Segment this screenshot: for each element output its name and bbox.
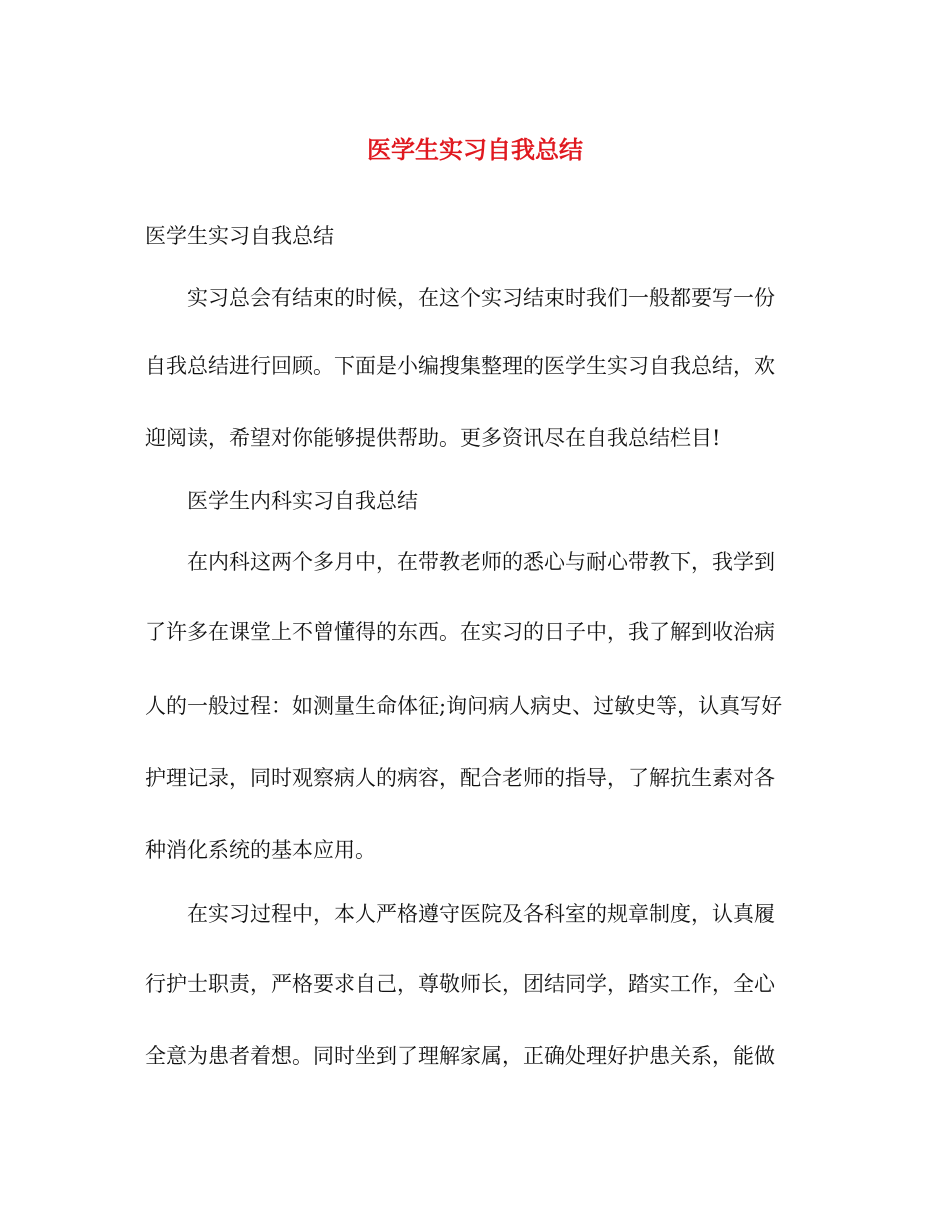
paragraph-line: 在实习过程中，本人严格遵守医院及各科室的规章制度，认真履 [187,902,775,926]
paragraph-line: 迎阅读，希望对你能够提供帮助。更多资讯尽在自我总结栏目! [145,426,721,450]
paragraph-line: 全意为患者着想。同时坐到了理解家属，正确处理好护患关系，能做 [145,1044,775,1068]
subtitle-line: 医学生实习自我总结 [145,224,334,248]
paragraph-line: 人的一般过程：如测量生命体征;询问病人病史、过敏史等，认真写好 [145,694,783,718]
paragraph-line: 种消化系统的基本应用。 [145,838,376,862]
paragraph-line: 了许多在课堂上不曾懂得的东西。在实习的日子中，我了解到收治病 [145,620,775,644]
paragraph-line: 护理记录，同时观察病人的病容，配合老师的指导，了解抗生素对各 [145,766,775,790]
paragraph-line: 实习总会有结束的时候，在这个实习结束时我们一般都要写一份 [187,286,775,310]
paragraph-line: 行护士职责，严格要求自己，尊敬师长，团结同学，踏实工作，全心 [145,972,775,996]
paragraph-line: 在内科这两个多月中，在带教老师的悉心与耐心带教下，我学到 [187,550,775,574]
document-title: 医学生实习自我总结 [367,135,583,164]
section-heading: 医学生内科实习自我总结 [187,489,418,513]
paragraph-line: 自我总结进行回顾。下面是小编搜集整理的医学生实习自我总结，欢 [145,354,775,378]
